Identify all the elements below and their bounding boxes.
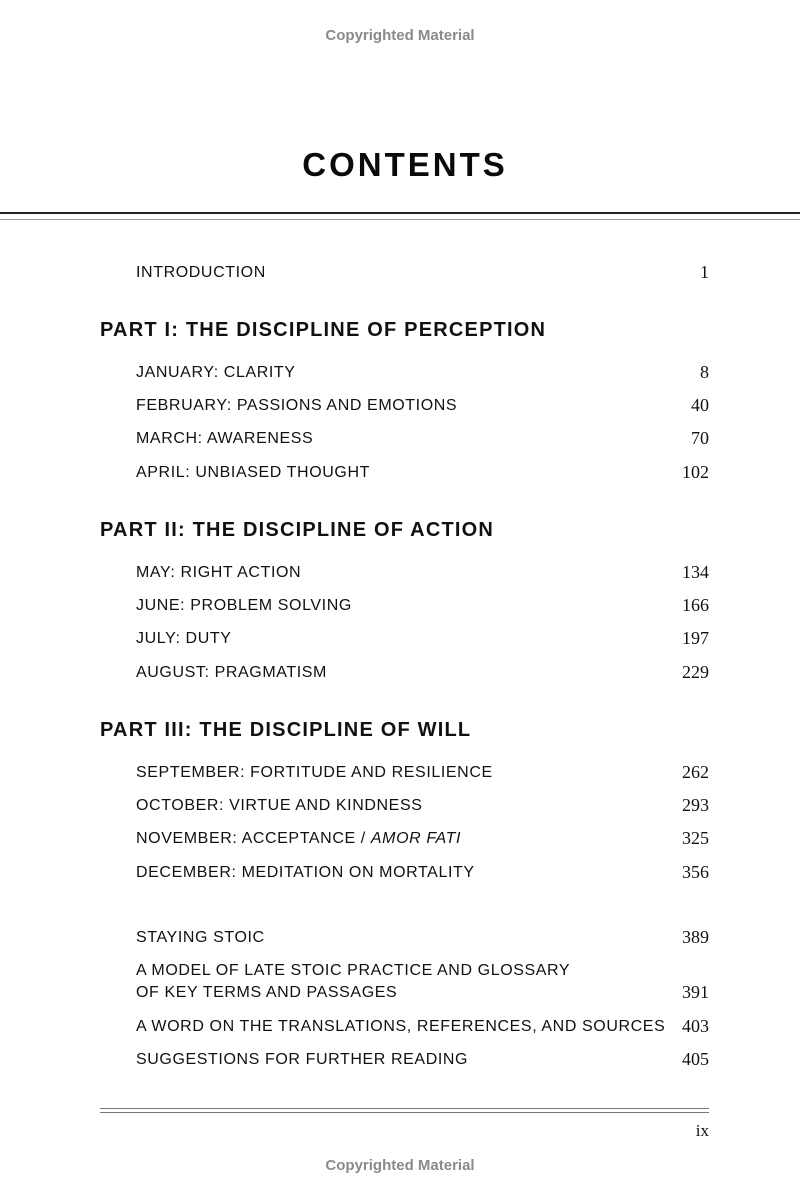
toc-entry-label-main: NOVEMBER: ACCEPTANCE / xyxy=(136,830,371,847)
toc-entry-page: 166 xyxy=(682,595,709,615)
toc-entry-page: 102 xyxy=(682,462,709,482)
toc-entry-label: A WORD ON THE TRANSLATIONS, REFERENCES, AND SOURCES xyxy=(136,1018,666,1035)
toc-entry-page: 229 xyxy=(682,662,709,682)
toc-entry-label xyxy=(136,827,461,850)
toc-entry-page: 262 xyxy=(682,762,709,782)
toc-entry-page: 325 xyxy=(682,828,709,848)
toc-entry-page: 1 xyxy=(700,262,709,282)
toc-entry-label: INTRODUCTION xyxy=(136,264,266,281)
toc-entry-page: 403 xyxy=(682,1016,709,1036)
toc-entry-label: JANUARY: CLARITY xyxy=(136,364,296,381)
toc-entry-label: APRIL: UNBIASED THOUGHT xyxy=(136,464,370,481)
toc-entry-label-italic: AMOR FATI xyxy=(370,830,462,847)
toc-entry-label: JUNE: PROBLEM SOLVING xyxy=(136,597,352,614)
part-heading-2: PART II: THE DISCIPLINE OF ACTION xyxy=(100,519,495,541)
toc-entry-page: 40 xyxy=(691,395,709,415)
footer-rule-upper xyxy=(100,1108,709,1109)
toc-entry-label-line1: A MODEL OF LATE STOIC PRACTICE AND GLOSSARY xyxy=(136,962,571,979)
toc-entry-label: OCTOBER: VIRTUE AND KINDNESS xyxy=(136,797,423,814)
toc-entry-page: 405 xyxy=(682,1049,709,1069)
toc-entry-label: SUGGESTIONS FOR FURTHER READING xyxy=(136,1051,469,1068)
toc-entry-label: MAY: RIGHT ACTION xyxy=(136,564,302,581)
part-heading-3: PART III: THE DISCIPLINE OF WILL xyxy=(100,719,472,741)
toc-entry-page: 391 xyxy=(682,982,709,1002)
toc-entry-page: 389 xyxy=(682,927,709,947)
toc-entry-page: 70 xyxy=(691,428,709,448)
toc-entry-label: JULY: DUTY xyxy=(136,630,232,647)
page-title: CONTENTS xyxy=(302,146,508,183)
toc-entry-label: STAYING STOIC xyxy=(136,929,265,946)
toc-entry-label: FEBRUARY: PASSIONS AND EMOTIONS xyxy=(136,397,458,414)
part-heading-1: PART I: THE DISCIPLINE OF PERCEPTION xyxy=(100,319,547,341)
toc-entry-page: 293 xyxy=(682,795,709,815)
footer-rule-lower xyxy=(100,1112,709,1113)
toc-entry-page: 197 xyxy=(682,628,709,648)
toc-entry-label-line2: OF KEY TERMS AND PASSAGES xyxy=(136,984,398,1001)
page-number: ix xyxy=(695,1121,709,1140)
toc-entry-page: 356 xyxy=(682,862,709,882)
title-rule-thin xyxy=(0,219,800,220)
toc-entry-page: 134 xyxy=(682,562,709,582)
copyright-watermark-bottom: Copyrighted Material xyxy=(325,1157,475,1174)
toc-entry-label: DECEMBER: MEDITATION ON MORTALITY xyxy=(136,864,475,881)
toc-entry-label: AUGUST: PRAGMATISM xyxy=(136,664,327,681)
toc-entry-label: SEPTEMBER: FORTITUDE AND RESILIENCE xyxy=(136,764,493,781)
title-rule-thick xyxy=(0,212,800,214)
toc-entry-label: MARCH: AWARENESS xyxy=(136,430,314,447)
toc-entry-page: 8 xyxy=(700,362,709,382)
copyright-watermark-top: Copyrighted Material xyxy=(325,27,475,44)
